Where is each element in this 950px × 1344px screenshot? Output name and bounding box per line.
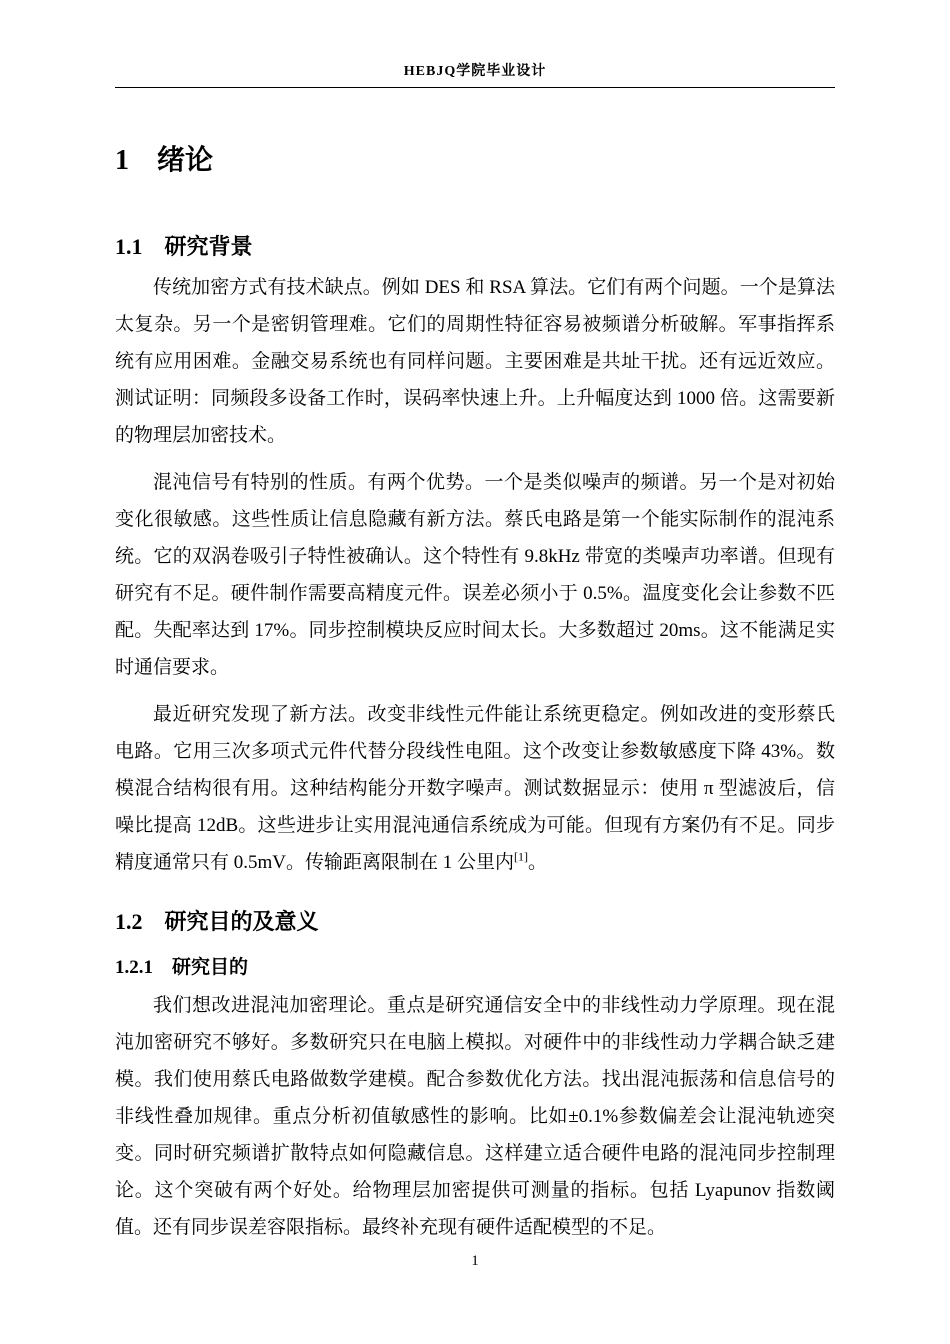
section-1-2-1-title: 1.2.1 研究目的 xyxy=(115,957,249,978)
citation-reference: [1] xyxy=(514,849,529,864)
section-1-1-title: 1.1 研究背景 xyxy=(115,234,253,259)
paragraph-text-tail: 。 xyxy=(528,852,548,873)
paragraph-research-background-3 xyxy=(115,696,835,881)
paragraph-research-background-1: 传统加密方式有技术缺点。例如 DES 和 RSA 算法。它们有两个问题。一个是算法太复杂。另一个是密钥管理难。它们的周期性特征容易被频谱分析破解。军事指挥系统有应用困难。金融交易系统也有同样问题。主要困难是共址干扰。还有远近效应。测试证明：同频段多设备工作时，误码率快速上升。上升幅度达到 1000 倍。这需要新的物理层加密技术。 xyxy=(115,277,835,446)
page-number: 1 xyxy=(471,1253,479,1269)
header-title: HEBJQ学院毕业设计 xyxy=(403,64,547,79)
paragraph-text: 最近研究发现了新方法。改变非线性元件能让系统更稳定。例如改进的变形蔡氏电路。它用三次多项式元件代替分段线性电阻。这个改变让参数敏感度下降 43%。数模混合结构很有用。这种结构能分开数字噪声。测试数据显示：使用 π 型滤波后，信噪比提高 12dB。这些进步让实用混沌通信系统成为可能。但现有方案仍有不足。同步精度通常只有 0.5mV。传输距离限制在 1 公里内 xyxy=(115,704,835,873)
paragraph-research-background-2: 混沌信号有特别的性质。有两个优势。一个是类似噪声的频谱。另一个是对初始变化很敏感。这些性质让信息隐藏有新方法。蔡氏电路是第一个能实际制作的混沌系统。它的双涡卷吸引子特性被确认。这个特性有 9.8kHz 带宽的类噪声功率谱。但现有研究有不足。硬件制作需要高精度元件。误差必须小于 0.5%。温度变化会让参数不匹配。失配率达到 17%。同步控制模块反应时间太长。大多数超过 20ms。这不能满足实时通信要求。 xyxy=(115,472,835,678)
page-footer xyxy=(0,1253,950,1270)
section-1-2-title: 1.2 研究目的及意义 xyxy=(115,909,319,934)
page-header xyxy=(115,60,835,88)
paragraph-research-purpose: 我们想改进混沌加密理论。重点是研究通信安全中的非线性动力学原理。现在混沌加密研究不够好。多数研究只在电脑上模拟。对硬件中的非线性动力学耦合缺乏建模。我们使用蔡氏电路做数学建模。配合参数优化方法。找出混沌振荡和信息信号的非线性叠加规律。重点分析初值敏感性的影响。比如±0.1%参数偏差会让混沌轨迹突变。同时研究频谱扩散特点如何隐藏信息。这样建立适合硬件电路的混沌同步控制理论。这个突破有两个好处。给物理层加密提供可测量的指标。包括 Lyapunov 指数阈值。还有同步误差容限指标。最终补充现有硬件适配模型的不足。 xyxy=(115,995,835,1238)
chapter-title: 1 绪论 xyxy=(115,145,214,176)
